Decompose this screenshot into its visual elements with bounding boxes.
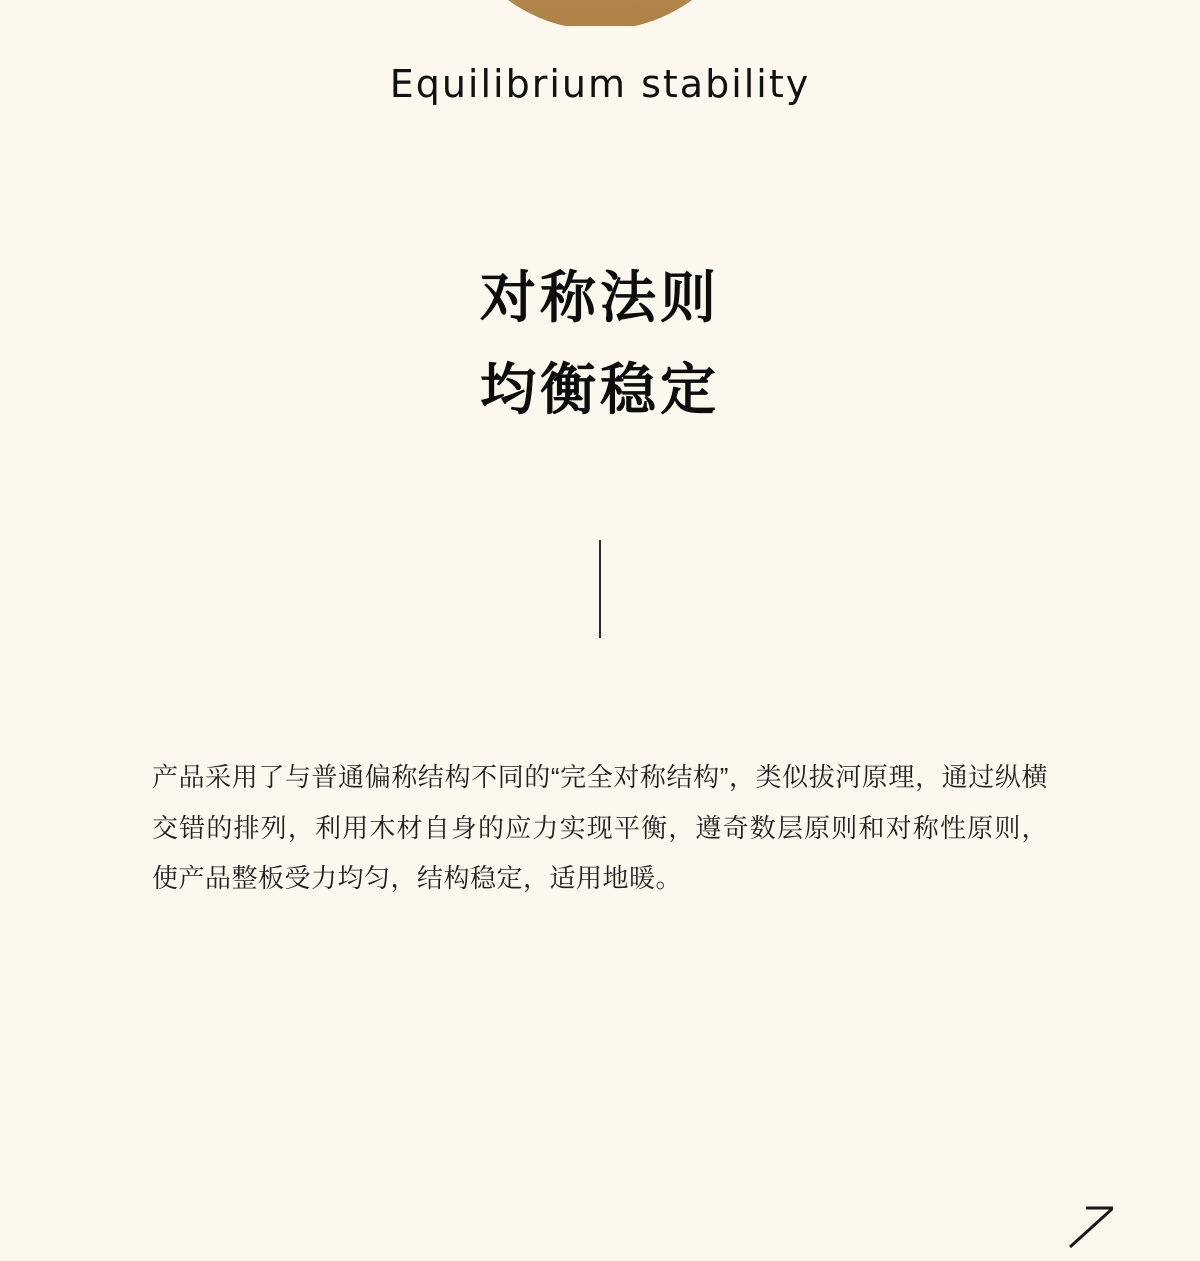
arrow-up-right-icon (1066, 1203, 1126, 1251)
headline-line-1: 对称法则 (480, 266, 720, 329)
headline-line-2: 均衡稳定 (480, 358, 720, 422)
body-paragraph: 产品采用了与普通偏称结构不同的“完全对称结构”，类似拔河原理，通过纵横交错的排列，利用木材自身的应力实现平衡，遵奇数层原则和对称性原则，使产品整板受力均匀，结构稳定，适用地暖。 (152, 762, 1048, 894)
page-title-english: Equilibrium stability (389, 62, 811, 106)
page-headline (0, 252, 1200, 437)
wood-disc-graphic (0, 0, 1200, 26)
wood-disc-shape (440, 0, 760, 26)
vertical-divider (599, 540, 601, 638)
